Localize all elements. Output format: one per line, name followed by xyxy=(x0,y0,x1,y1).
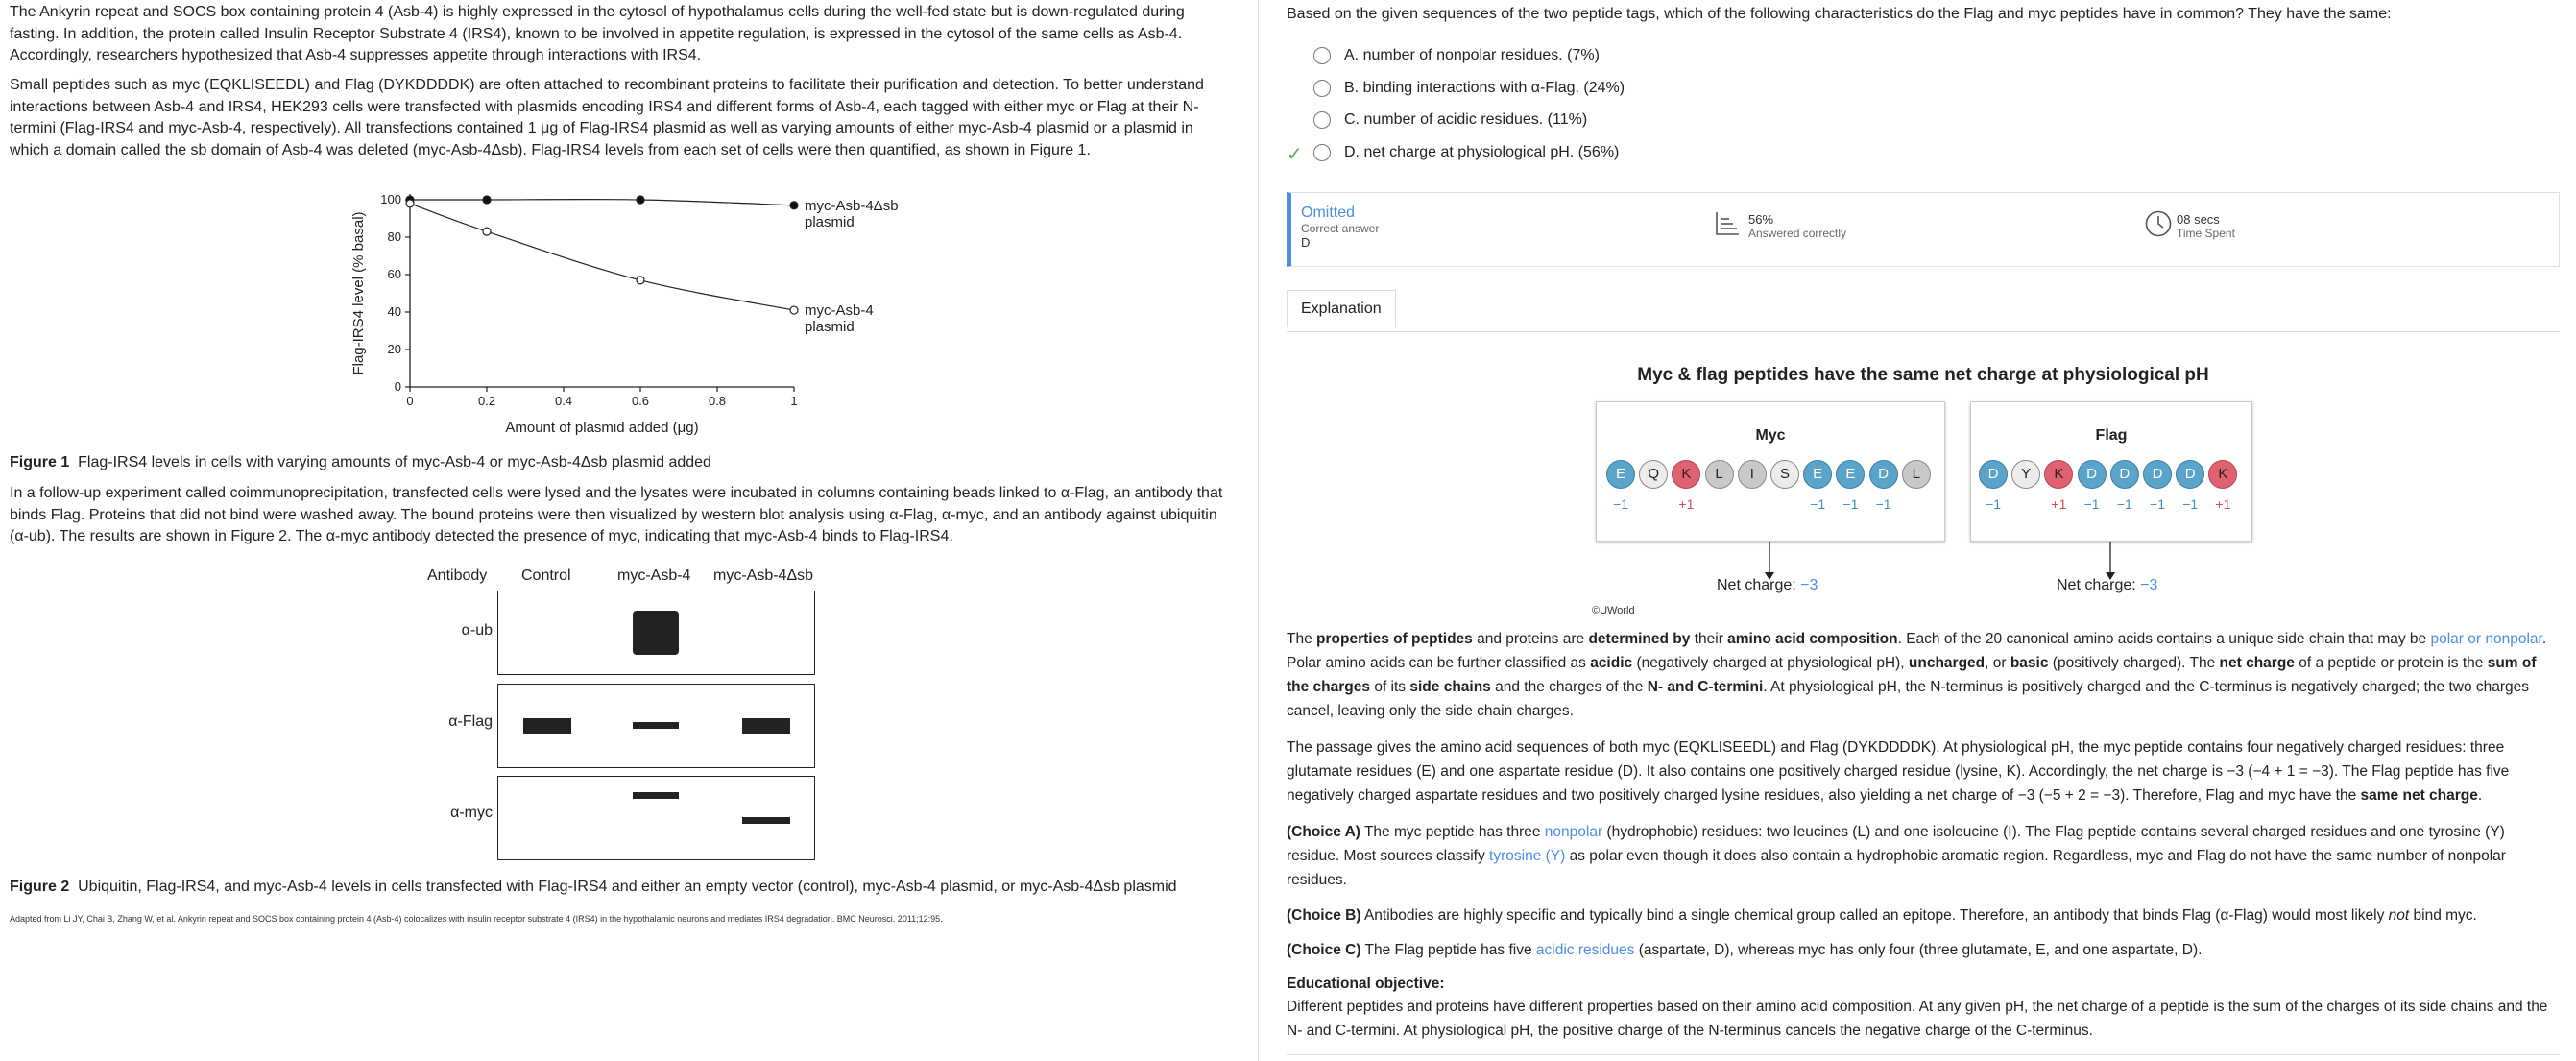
choice-a-lead: (Choice A) xyxy=(1287,824,1360,840)
choice-a[interactable] xyxy=(1313,47,1600,64)
band-flag-myc-asb4 xyxy=(633,722,679,729)
clock-icon xyxy=(2144,209,2173,238)
explanation-choice-b xyxy=(1287,904,2560,928)
passage-paragraph-3: In a follow-up experiment called coimmunoprecipitation, transfected cells were lysed and the lysates were incubated in columns containing beads linked to α-Flag, an antibody that binds Flag. Proteins that did not bind were washed away. The bound proteins were then visualized by western blot analysis using α-Flag, α-myc, and an antibody against ubiquitin (α-ub). The results are shown in Figure 2. The α-myc antibody detected the presence of myc, indicating that myc-Asb-4 binds to Flag-IRS4. xyxy=(10,485,1223,544)
choice-c-lead: (Choice C) xyxy=(1287,942,1361,958)
myc-net-charge-value: −3 xyxy=(1800,577,1818,593)
residue-D: D xyxy=(2176,460,2204,489)
copyright-label: ©UWorld xyxy=(1592,605,1635,616)
band-myc-myc-asb4dsb xyxy=(742,817,790,824)
gel-row-alpha-ub: α-ub xyxy=(461,622,493,639)
choice-a-radio[interactable] xyxy=(1313,47,1331,64)
exp-p1-text: , or xyxy=(1985,655,2010,671)
exp-p1-bold: uncharged xyxy=(1908,655,1986,671)
series-label-1: plasmid xyxy=(805,319,855,336)
choice-a-letter: A. xyxy=(1344,47,1360,63)
exp-p1-bold: basic xyxy=(2010,655,2049,671)
arrows xyxy=(1287,540,2560,597)
choice-c[interactable] xyxy=(1313,111,1587,129)
residue-charge: −1 xyxy=(1842,496,1859,512)
figure-1-caption-label: Figure 1 xyxy=(10,454,70,470)
exp-pc-text: The Flag peptide has five xyxy=(1360,942,1536,958)
residue-charge: +1 xyxy=(2215,496,2231,512)
residue-charge: +1 xyxy=(1678,496,1695,512)
data-point-1 xyxy=(637,277,644,284)
exp-p1-bold: N- and C-termini xyxy=(1647,679,1764,695)
y-tick-label: 60 xyxy=(387,267,401,281)
exp-pa-text: as polar even though it does also contain a hydrophobic aromatic region. Regardless, myc and Flag do not have the same number of nonpolar residues. xyxy=(1287,848,2506,888)
y-axis-title: Flag-IRS4 level (% basal) xyxy=(350,211,367,375)
percent-correct-value: 56% xyxy=(1748,212,1774,227)
educational-objective-label: Educational objective: xyxy=(1287,976,1445,992)
percent-correct-label: Answered correctly xyxy=(1748,227,1847,240)
stat-time-spent xyxy=(2144,212,2235,240)
passage-paragraph-1: The Ankyrin repeat and SOCS box containing protein 4 (Asb-4) is highly expressed in the cytosol of hypothalamus cells during the well-fed state but is down-regulated during fasting. In addition, the protein called Insulin Receptor Substrate 4 (IRS4), known to be involved in appetite regulation, is expressed in the cytosol of the same cells as Asb-4. Accordingly, researchers hypothesized that Asb-4 suppresses appetite through interactions with IRS4. xyxy=(10,4,1185,63)
exp-p1-text: (positively charged). The xyxy=(2048,655,2220,671)
correct-answer-value: D xyxy=(1301,235,1311,250)
exp-p1-text: . At physiological pH, the N-terminus is positively charged and the C-terminus is negatively charged; the two charges cancel, leaving only the side chain charges. xyxy=(1287,679,2530,719)
choice-a-percent: (7%) xyxy=(1567,47,1600,63)
exp-p1-bold: side chains xyxy=(1409,679,1491,695)
residue-charge: −1 xyxy=(1810,496,1826,512)
residue-D: D xyxy=(1869,460,1898,489)
exp-pb-text: Antibodies are highly specific and typically bind a single chemical group called an epitope. Therefore, an antibody that binds Flag (α-Flag) would most likely xyxy=(1360,907,2389,924)
explanation-choice-a xyxy=(1287,820,2560,892)
x-tick-label: 0.4 xyxy=(554,394,573,408)
gel-lane-alpha-ub xyxy=(497,591,815,675)
myc-net-charge xyxy=(1717,577,1818,594)
exp-p1-text: (negatively charged at physiological pH), xyxy=(1632,655,1909,671)
residue-Q: Q xyxy=(1639,460,1668,489)
series-label-0: myc-Asb-4Δsb xyxy=(805,197,899,214)
residue-E: E xyxy=(1606,460,1635,489)
residue-I: I xyxy=(1738,460,1767,489)
gel-column-myc-asb4: myc-Asb-4 xyxy=(617,567,691,584)
figure-1-chart xyxy=(341,187,917,442)
residue-charge: +1 xyxy=(2051,496,2067,512)
choice-b-lead: (Choice B) xyxy=(1287,907,1361,924)
residue-charge: −1 xyxy=(1613,496,1628,512)
y-tick-label: 40 xyxy=(387,304,401,319)
residue-D: D xyxy=(1979,460,2008,489)
flag-label: Flag xyxy=(2095,427,2128,444)
choice-c-text: number of acidic residues. xyxy=(1363,111,1544,128)
choice-c-percent: (11%) xyxy=(1547,111,1588,128)
exp-p2-text: The passage gives the amino acid sequences of both myc (EQKLISEEDL) and Flag (DYKDDDDK). At physiological pH, the myc peptide contains four negatively charged residues: three glutamate residues (E) and one aspartate residue (D). It also contains one positively charged residue (lysine, K). Accordingly, the net charge is −3 (−4 + 1 = −3). The Flag peptide has five negatively charged aspartate residues and two positively charged lysine residues, also yielding a net charge of −3 (−5 + 2 = −3). Therefore, Flag and myc have the xyxy=(1287,739,2510,804)
series-line-0 xyxy=(410,200,794,205)
choice-b-radio[interactable] xyxy=(1313,80,1331,97)
choice-b-percent: (24%) xyxy=(1583,80,1625,96)
y-tick-label: 100 xyxy=(380,192,401,206)
residue-D: D xyxy=(2110,460,2139,489)
bottom-rule xyxy=(1287,1054,2560,1055)
myc-peptide-box xyxy=(1596,401,1945,542)
y-tick-label: 80 xyxy=(387,229,401,244)
exp-p1-bold: sum of the charges xyxy=(1287,655,2537,695)
exp-p1-bold: net charge xyxy=(2219,655,2295,671)
choice-a-text: number of nonpolar residues. xyxy=(1362,47,1563,63)
figure-2-caption-label: Figure 2 xyxy=(10,879,70,895)
choice-c-radio[interactable] xyxy=(1313,111,1331,129)
band-ub-myc-asb4 xyxy=(633,611,679,655)
time-spent-label: Time Spent xyxy=(2177,227,2235,240)
residue-K: K xyxy=(2044,460,2073,489)
explanation-choice-c xyxy=(1287,938,2560,962)
gel-row-alpha-flag: α-Flag xyxy=(448,713,493,730)
exp-p1-text: their xyxy=(1690,631,1728,647)
bar-chart-icon xyxy=(1714,210,1741,237)
figure-2-caption-text: Ubiquitin, Flag-IRS4, and myc-Asb-4 levels in cells transfected with Flag-IRS4 and either an empty vector (control), myc-Asb-4 plasmid, or myc-Asb-4Δsb plasmid xyxy=(78,879,1177,895)
choice-c-letter: C. xyxy=(1344,111,1360,128)
tab-explanation[interactable]: Explanation xyxy=(1287,290,1396,327)
educational-objective-text: Different peptides and proteins have different properties based on their amino acid composition. At any given pH, the net charge of a peptide is the sum of the charges of its side chains and the N- and C-termini. At physiological pH, the positive charge of the N-terminus cancels the negative charge of the C-terminus. xyxy=(1287,999,2548,1039)
choice-d-radio[interactable] xyxy=(1313,144,1331,161)
passage-panel xyxy=(0,0,1248,1061)
panel-divider xyxy=(1258,0,1259,1061)
polar-nonpolar-link[interactable]: polar or nonpolar xyxy=(2430,631,2542,647)
choice-d-text: net charge at physiological pH. xyxy=(1363,144,1575,160)
choice-b[interactable] xyxy=(1313,80,1625,97)
gel-lane-alpha-myc xyxy=(497,776,815,860)
band-myc-myc-asb4 xyxy=(633,792,679,799)
choice-b-letter: B. xyxy=(1344,80,1360,96)
omitted-status: Omitted xyxy=(1301,205,1356,221)
data-point-1 xyxy=(406,200,414,207)
gel-column-myc-asb4dsb: myc-Asb-4Δsb xyxy=(713,567,814,584)
exp-p1-text: and proteins are xyxy=(1472,631,1589,647)
myc-label: Myc xyxy=(1755,427,1786,444)
residue-E: E xyxy=(1803,460,1832,489)
answer-stats-bar xyxy=(1287,192,2560,267)
residue-charge: −1 xyxy=(1875,496,1891,512)
x-tick-label: 0 xyxy=(406,394,414,408)
flag-net-charge-value: −3 xyxy=(2140,577,2158,593)
gel-lane-alpha-flag xyxy=(497,684,815,768)
figure-1-caption xyxy=(10,452,711,473)
series-line-1 xyxy=(410,204,794,310)
x-tick-label: 1 xyxy=(790,394,798,408)
gel-column-control: Control xyxy=(521,567,571,584)
passage-paragraph-2: Small peptides such as myc (EQKLISEEDL) and Flag (DYKDDDDK) are often attached to recombinant proteins to facilitate their purification and detection. To better understand interactions between Asb-4 and IRS4, HEK293 cells were transfected with plasmids encoding IRS4 and different forms of Asb-4, each tagged with either myc or Flag at their N-termini (Flag-IRS4 and myc-Asb-4, respectively). All transfections contained 1 μg of Flag-IRS4 plasmid as well as varying amounts of either myc-Asb-4 plasmid or a plasmid in which a domain called the sb domain of Asb-4 was deleted (myc-Asb-4Δsb). Flag-IRS4 levels from each set of cells were then quantified, as shown in Figure 1. xyxy=(10,77,1204,158)
data-point-0 xyxy=(637,196,644,204)
residue-charge: −1 xyxy=(2083,496,2100,512)
choice-d-percent: (56%) xyxy=(1577,144,1620,160)
x-tick-label: 0.6 xyxy=(631,394,650,408)
explanation-figure-title: Myc & flag peptides have the same net charge at physiological pH xyxy=(1637,365,2209,385)
x-tick-label: 0.2 xyxy=(477,394,496,408)
x-tick-label: 0.8 xyxy=(708,394,727,408)
residue-charge: −1 xyxy=(2116,496,2132,512)
flag-net-charge-label: Net charge: xyxy=(2057,577,2141,593)
y-tick-label: 20 xyxy=(387,342,401,356)
time-spent-value: 08 secs xyxy=(2177,212,2220,227)
exp-pb-emphasis: not xyxy=(2388,907,2410,924)
exp-p1-text: and the charges of the xyxy=(1490,679,1648,695)
residue-K: K xyxy=(2208,460,2237,489)
explanation-paragraph-1 xyxy=(1287,627,2560,723)
residue-Y: Y xyxy=(2011,460,2040,489)
stat-answer-status xyxy=(1301,205,1379,250)
y-tick-label: 0 xyxy=(394,379,401,394)
figure-1-caption-text: Flag-IRS4 levels in cells with varying amounts of myc-Asb-4 or myc-Asb-4Δsb plasmid added xyxy=(78,454,711,470)
flag-peptide-box xyxy=(1970,401,2252,542)
exp-pb-text: bind myc. xyxy=(2409,907,2477,924)
exp-pa-text: The myc peptide has three xyxy=(1360,824,1545,840)
residue-D: D xyxy=(2143,460,2172,489)
myc-net-charge-label: Net charge: xyxy=(1717,577,1801,593)
exp-pa-text: (hydrophobic) residues: two leucines (L) and one isoleucine (I). The Flag peptide contains several charged residues and one tyrosine (Y) residue. Most sources classify xyxy=(1287,824,2505,864)
tyrosine-link[interactable]: tyrosine (Y) xyxy=(1489,848,1566,864)
exp-pc-text: (aspartate, D), whereas myc has only four (three glutamate, E, and one aspartate, D). xyxy=(1634,942,2203,958)
explanation-paragraph-2 xyxy=(1287,735,2560,808)
gel-antibody-header: Antibody xyxy=(427,567,488,584)
exp-p1-text: The xyxy=(1287,631,1317,647)
data-point-0 xyxy=(483,196,491,204)
residue-charge: −1 xyxy=(2150,496,2165,512)
flag-net-charge xyxy=(2057,577,2157,594)
gel-row-alpha-myc: α-myc xyxy=(450,805,493,821)
band-flag-myc-asb4dsb xyxy=(742,718,790,734)
series-label-0: plasmid xyxy=(805,213,855,230)
band-flag-control xyxy=(523,718,571,734)
series-label-1: myc-Asb-4 xyxy=(805,302,874,320)
residue-charge: −1 xyxy=(1986,496,2001,512)
tab-underline xyxy=(1287,331,2560,332)
data-point-1 xyxy=(483,228,491,235)
residue-E: E xyxy=(1836,460,1865,489)
data-point-0 xyxy=(790,202,798,209)
residue-charge: −1 xyxy=(2182,496,2199,512)
question-stem: Based on the given sequences of the two peptide tags, which of the following characteristics do the Flag and myc peptides have in common? They have the same: xyxy=(1287,6,2392,22)
figure-source-citation: Adapted from Li JY, Chai B, Zhang W, et al. Ankyrin repeat and SOCS box containing protein 4 (Asb-4) colocalizes with insulin receptor substrate 4 (IRS4) in the hypothalamic neurons and mediates IRS4 degradation. BMC Neurosci. 2011;12:95. xyxy=(10,914,943,924)
exp-p1-bold: amino acid composition xyxy=(1727,631,1898,647)
figure-2-caption xyxy=(10,877,1177,898)
nonpolar-link[interactable]: nonpolar xyxy=(1544,824,1603,840)
residue-L: L xyxy=(1902,460,1931,489)
exp-p1-bold: acidic xyxy=(1590,655,1633,671)
exp-p2-text: . xyxy=(2477,787,2483,804)
residue-L: L xyxy=(1705,460,1734,489)
residue-K: K xyxy=(1672,460,1700,489)
correct-check-icon: ✓ xyxy=(1287,144,1303,165)
choice-b-text: binding interactions with α-Flag. xyxy=(1362,80,1579,96)
exp-p1-text: . Each of the 20 canonical amino acids contains a unique side chain that may be xyxy=(1897,631,2431,647)
exp-p1-text: of a peptide or protein is the xyxy=(2294,655,2488,671)
choice-d-letter: D. xyxy=(1344,144,1360,160)
stat-percent-correct xyxy=(1714,212,1846,240)
data-point-1 xyxy=(790,306,798,314)
acidic-residues-link[interactable]: acidic residues xyxy=(1535,942,1635,958)
exp-p1-bold: determined by xyxy=(1588,631,1691,647)
x-axis-title: Amount of plasmid added (μg) xyxy=(505,420,699,436)
residue-S: S xyxy=(1770,460,1799,489)
choice-d[interactable] xyxy=(1313,144,1619,161)
exp-p1-text: . Polar amino acids can be further classified as xyxy=(1287,631,2547,671)
exp-p1-text: of its xyxy=(1370,679,1410,695)
exp-p1-bold: properties of peptides xyxy=(1316,631,1473,647)
residue-D: D xyxy=(2078,460,2107,489)
question-panel xyxy=(1287,0,2564,1061)
exp-p2-bold: same net charge xyxy=(2360,787,2478,804)
correct-answer-label: Correct answer xyxy=(1301,222,1380,235)
